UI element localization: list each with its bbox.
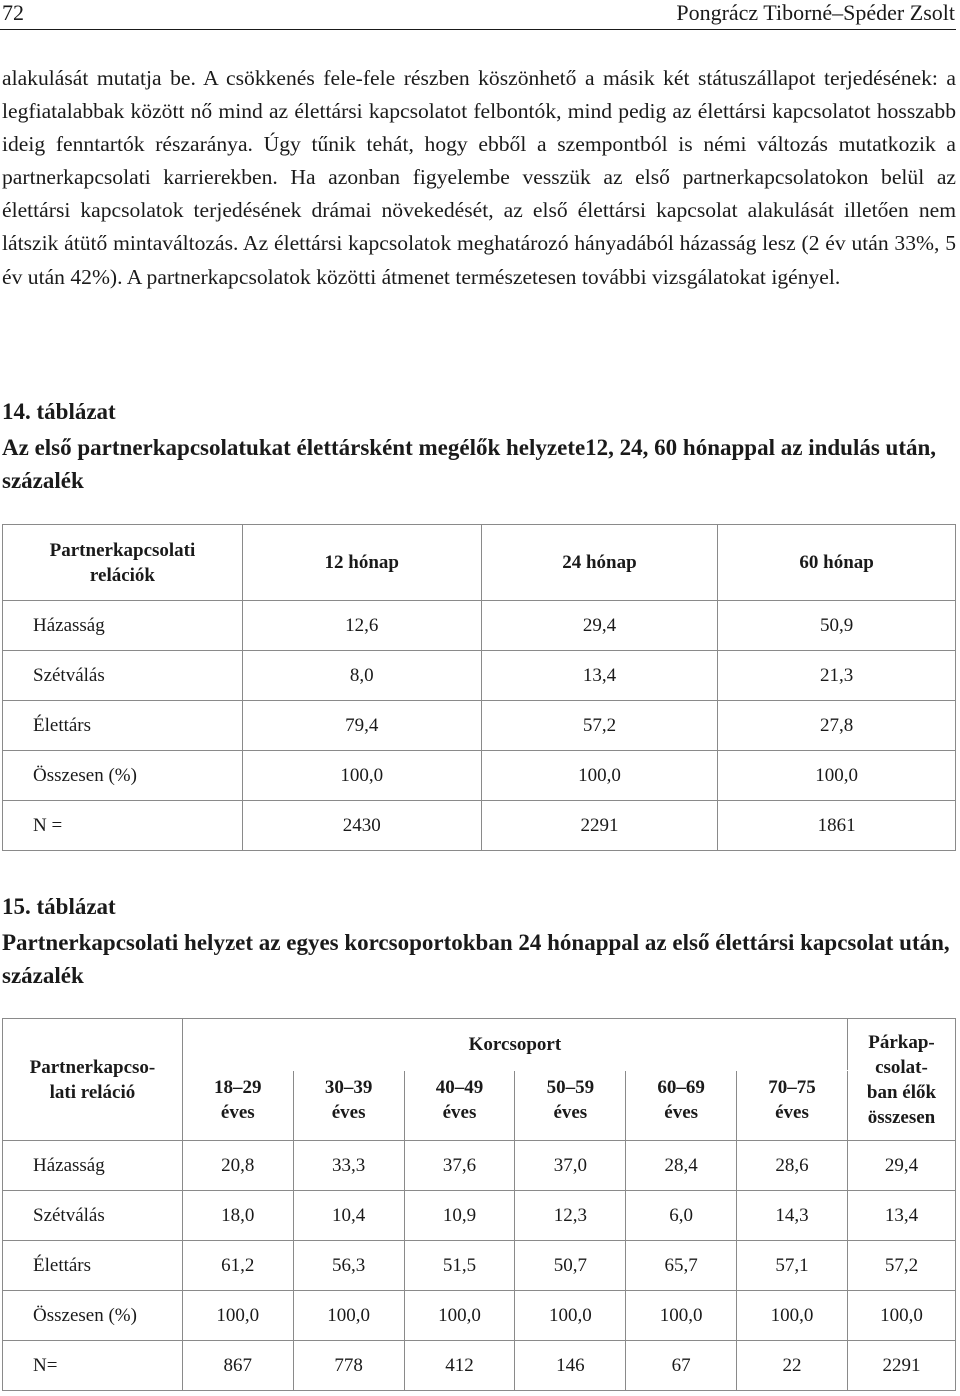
row-label: N = <box>3 801 243 851</box>
table-cell: 28,6 <box>737 1141 848 1191</box>
column-header-24-months: 24 hónap <box>481 525 718 601</box>
row-label: Házasság <box>3 1141 183 1191</box>
table-header-row <box>3 525 956 601</box>
table-row <box>3 701 956 751</box>
table-cell: 100,0 <box>515 1291 626 1341</box>
table-cell: 37,0 <box>515 1141 626 1191</box>
row-label: Élettárs <box>3 1241 183 1291</box>
row-label: Összesen (%) <box>3 751 243 801</box>
header-rule <box>0 29 956 30</box>
table-row <box>3 1291 956 1341</box>
table-cell: 6,0 <box>626 1191 737 1241</box>
header-author: Pongrácz Tiborné–Spéder Zsolt <box>676 0 955 25</box>
column-header-age-50-59: 50–59 éves <box>515 1071 626 1141</box>
table-cell: 21,3 <box>718 651 956 701</box>
table-cell: 2291 <box>481 801 718 851</box>
table-cell: 50,9 <box>718 601 956 651</box>
table-row <box>3 601 956 651</box>
column-header-relation: Partnerkapcsolati relációk <box>3 525 243 601</box>
table-cell: 2430 <box>242 801 481 851</box>
row-label: Összesen (%) <box>3 1291 183 1341</box>
table-cell: 28,4 <box>626 1141 737 1191</box>
table-cell: 22 <box>737 1341 848 1391</box>
table-cell: 100,0 <box>481 751 718 801</box>
column-header-12-months: 12 hónap <box>242 525 481 601</box>
table-cell: 100,0 <box>847 1291 955 1341</box>
table-cell: 10,9 <box>404 1191 515 1241</box>
row-label: Házasság <box>3 601 243 651</box>
table-cell: 100,0 <box>242 751 481 801</box>
row-label: N= <box>3 1341 183 1391</box>
table-cell: 778 <box>293 1341 404 1391</box>
column-header-age-18-29: 18–29 éves <box>182 1071 293 1141</box>
table-cell: 57,2 <box>481 701 718 751</box>
column-header-60-months: 60 hónap <box>718 525 956 601</box>
table-cell: 13,4 <box>847 1191 955 1241</box>
table-cell: 10,4 <box>293 1191 404 1241</box>
table-row <box>3 1141 956 1191</box>
table-cell: 100,0 <box>293 1291 404 1341</box>
body-paragraph: alakulását mutatja be. A csökkenés fele-fele részben köszönhető a másik két státuszállapot terjedésének: a legfiatalabbak között nő mind az élettársi kapcsolatot felbontók, mind pedig az élettársi kapcsolatot hosszabb ideig fenntartók részaránya. Úgy tűnik tehát, hogy ebből a szempontból is némi változás mutatkozik a partnerkapcsolati karrierekben. Ha azonban figyelembe vesszük az első partnerkapcsolatokon belül az élettársi kapcsolatok terjedésének drámai növekedését, az első élettársi kapcsolat alakulását illetően nem látszik átütő mintaváltozás. Az élettársi kapcsolatok meghatározó hányadából házasság lesz (2 év után 33%, 5 év után 42%). A partnerkapcsolatok közötti átmenet természetesen további vizsgálatokat igényel. <box>2 66 956 289</box>
column-header-age-40-49: 40–49 éves <box>404 1071 515 1141</box>
table-cell: 27,8 <box>718 701 956 751</box>
row-label: Élettárs <box>3 701 243 751</box>
table-cell: 67 <box>626 1341 737 1391</box>
table-cell: 29,4 <box>847 1141 955 1191</box>
table-cell: 100,0 <box>404 1291 515 1341</box>
table-cell: 12,6 <box>242 601 481 651</box>
table-cell: 33,3 <box>293 1141 404 1191</box>
table-row <box>3 1191 956 1241</box>
table-cell: 51,5 <box>404 1241 515 1291</box>
table-14-title: Az első partnerkapcsolatukat élettársként megélők helyzete12, 24, 60 hónappal az indulás után, százalék <box>2 435 937 493</box>
column-header-relation: Partnerkapcso-lati reláció <box>3 1019 183 1141</box>
column-header-age-group: Korcsoport <box>182 1019 847 1071</box>
table-cell: 61,2 <box>182 1241 293 1291</box>
running-header <box>0 0 960 26</box>
table-cell: 29,4 <box>481 601 718 651</box>
table-row <box>3 801 956 851</box>
table-cell: 100,0 <box>737 1291 848 1341</box>
column-header-total: Párkap-csolat-ban élők összesen <box>847 1019 955 1141</box>
table-cell: 57,2 <box>847 1241 955 1291</box>
table-cell: 65,7 <box>626 1241 737 1291</box>
table-14 <box>2 524 956 851</box>
table-cell: 2291 <box>847 1341 955 1391</box>
table-cell: 100,0 <box>718 751 956 801</box>
table-15-label: 15. táblázat <box>2 894 116 919</box>
table-cell: 18,0 <box>182 1191 293 1241</box>
table-15 <box>2 1018 956 1391</box>
column-header-age-70-75: 70–75 éves <box>737 1071 848 1141</box>
page-number: 72 <box>2 0 24 25</box>
table-14-body <box>3 601 956 851</box>
row-label: Szétválás <box>3 651 243 701</box>
row-label: Szétválás <box>3 1191 183 1241</box>
table-cell: 14,3 <box>737 1191 848 1241</box>
table-cell: 412 <box>404 1341 515 1391</box>
table-cell: 20,8 <box>182 1141 293 1191</box>
table-row <box>3 1241 956 1291</box>
table-14-label: 14. táblázat <box>2 399 116 424</box>
table-cell: 12,3 <box>515 1191 626 1241</box>
table-row <box>3 1341 956 1391</box>
column-header-age-60-69: 60–69 éves <box>626 1071 737 1141</box>
table-cell: 100,0 <box>182 1291 293 1341</box>
table-15-body <box>3 1141 956 1391</box>
table-cell: 867 <box>182 1341 293 1391</box>
table-cell: 146 <box>515 1341 626 1391</box>
table-cell: 57,1 <box>737 1241 848 1291</box>
column-header-age-30-39: 30–39 éves <box>293 1071 404 1141</box>
table-cell: 79,4 <box>242 701 481 751</box>
table-cell: 50,7 <box>515 1241 626 1291</box>
table-cell: 100,0 <box>626 1291 737 1341</box>
table-row <box>3 751 956 801</box>
table-15-title: Partnerkapcsolati helyzet az egyes korcsoportokban 24 hónappal az első élettársi kapcsolat után, százalék <box>2 930 950 988</box>
table-row <box>3 651 956 701</box>
table-cell: 37,6 <box>404 1141 515 1191</box>
table-header-row <box>3 1019 956 1071</box>
table-cell: 56,3 <box>293 1241 404 1291</box>
table-cell: 8,0 <box>242 651 481 701</box>
table-cell: 1861 <box>718 801 956 851</box>
table-cell: 13,4 <box>481 651 718 701</box>
